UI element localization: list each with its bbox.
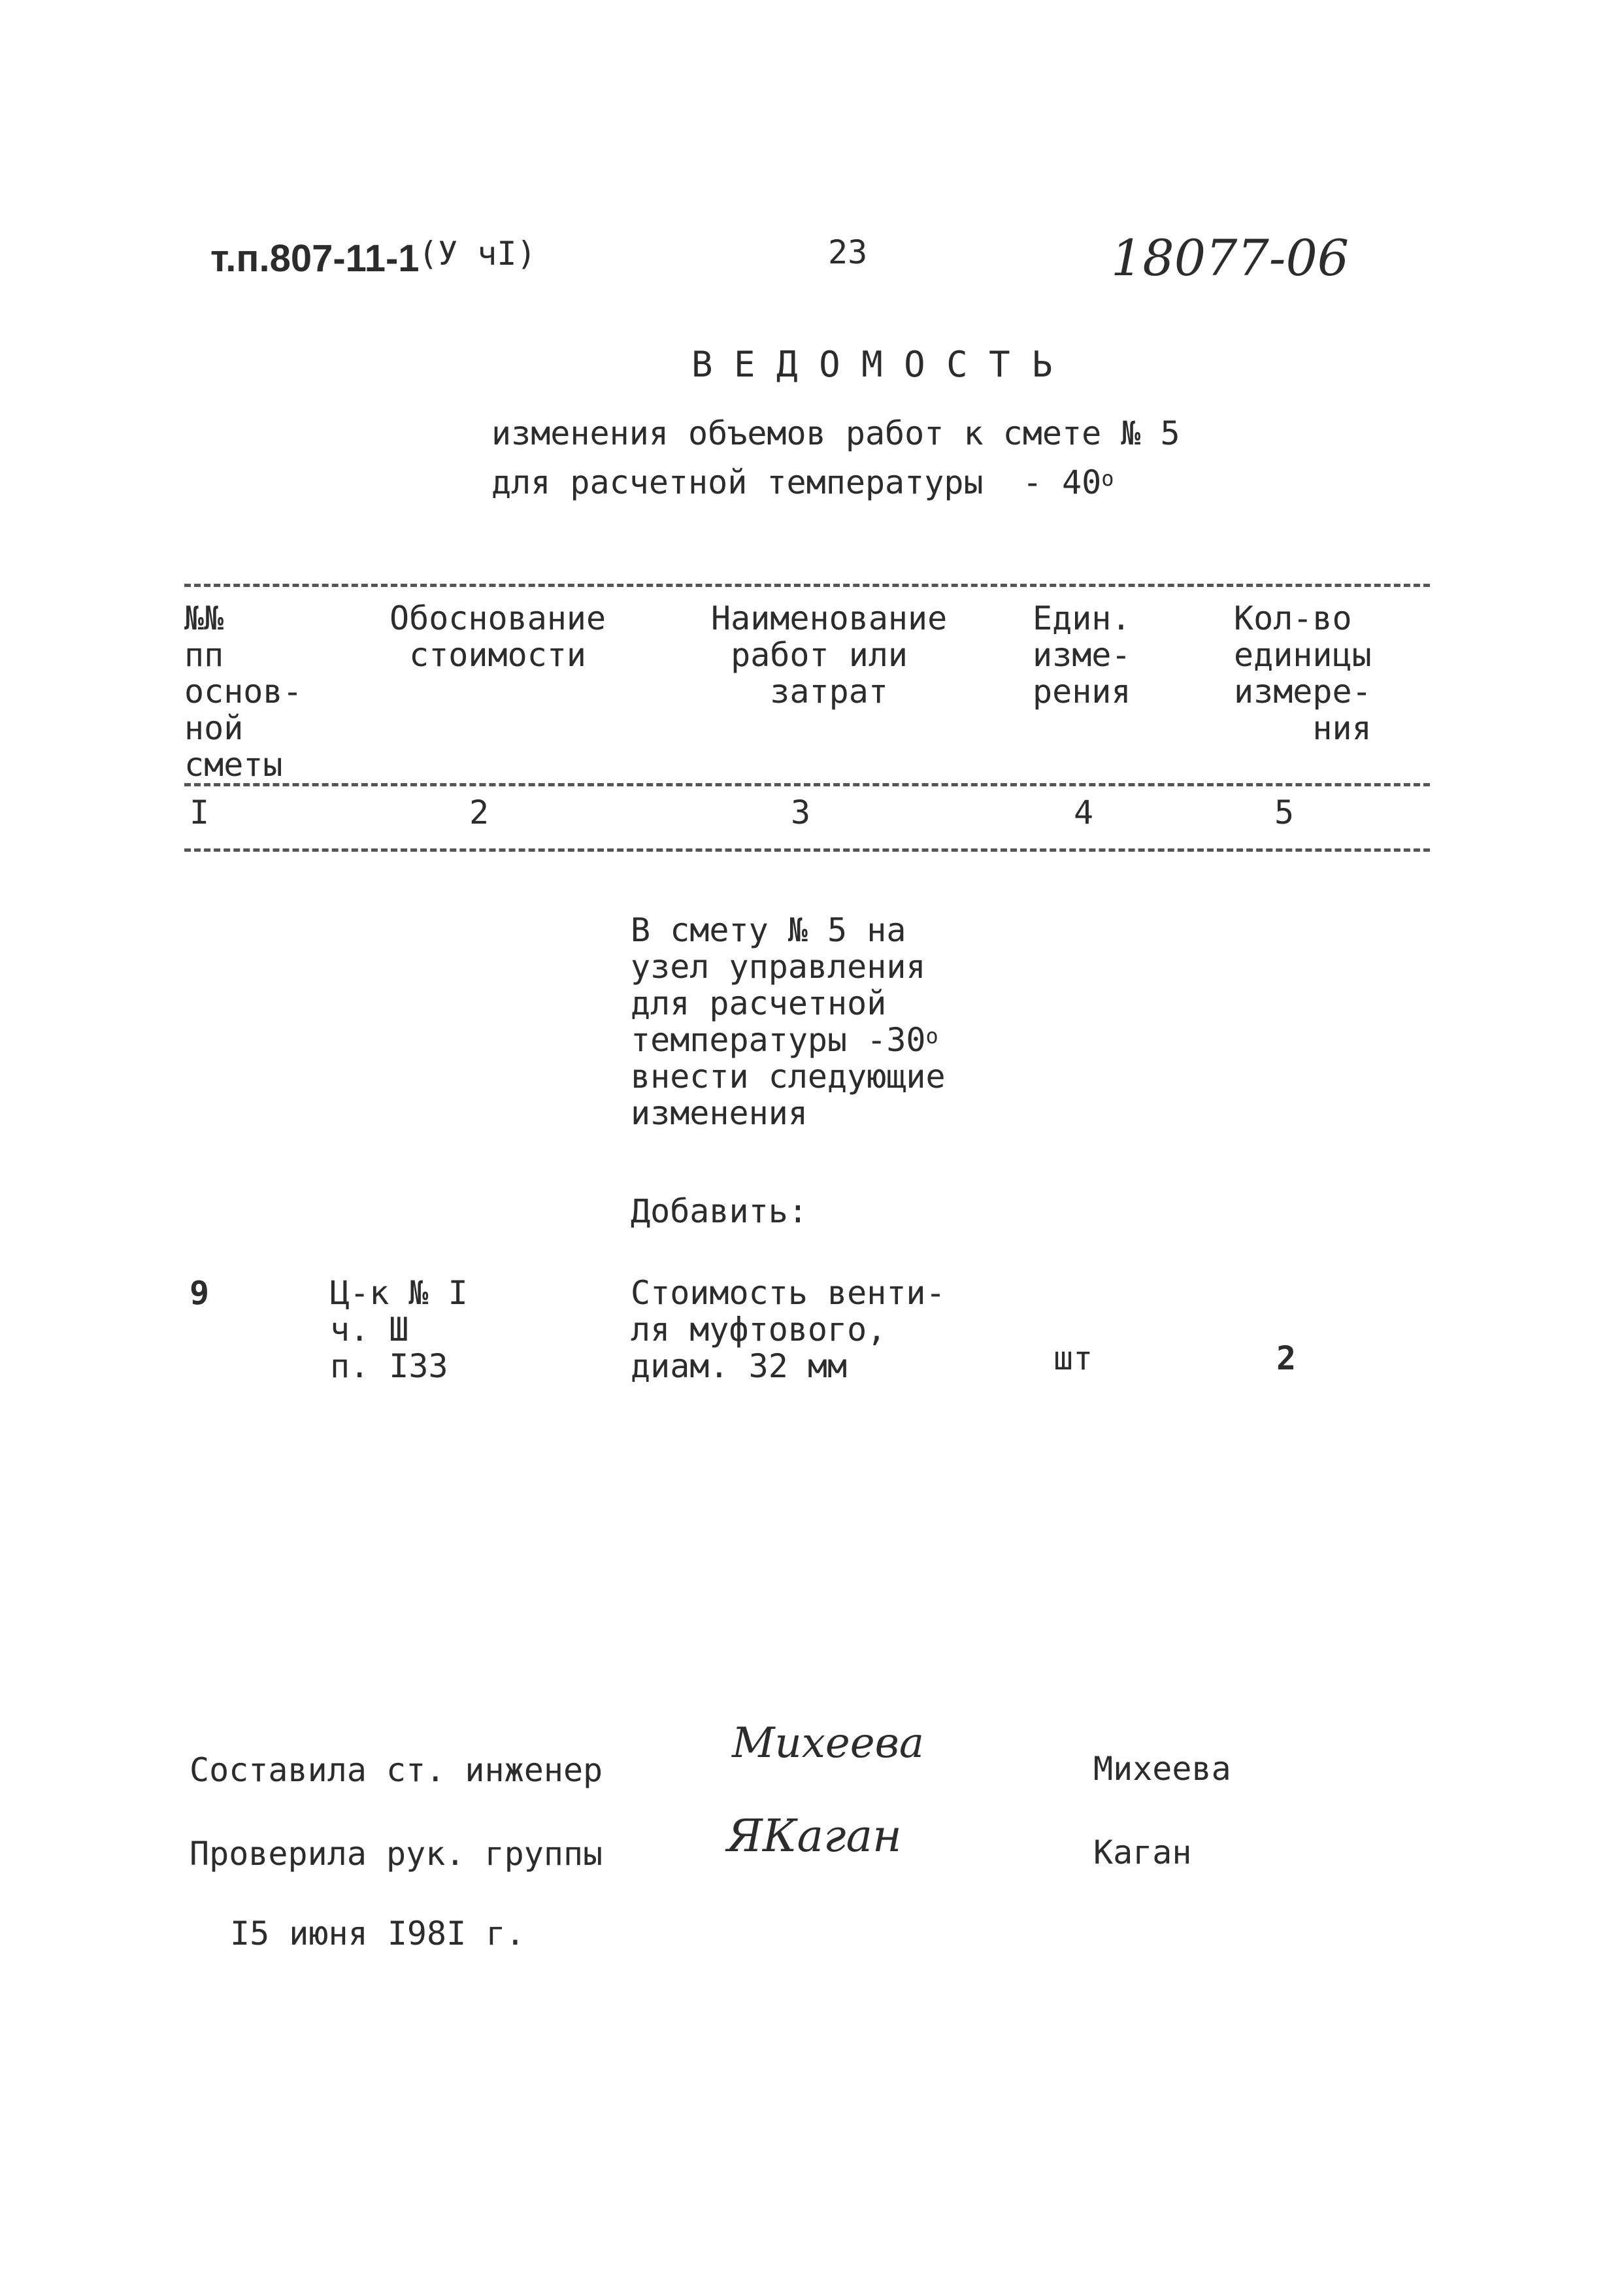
table-numbers-rule (184, 848, 1430, 852)
col-number-2: 2 (469, 794, 489, 831)
document-date: I5 июня I98I г. (230, 1915, 525, 1952)
signer-1-role: Составила ст. инженер (190, 1751, 603, 1789)
row-unit: шт (1053, 1339, 1093, 1377)
col-header-qty: Кол-во единицы измере- ния (1234, 599, 1372, 747)
signer-2-name: Каган (1093, 1834, 1192, 1871)
title-line-2 (491, 464, 1114, 501)
section-label-add: Добавить: (631, 1192, 808, 1230)
row-name: Стоимость венти- ля муфтового, диам. 32 мм (631, 1274, 946, 1385)
signer-2-signature: ЯКаган (727, 1811, 902, 1862)
col-number-1: I (190, 794, 210, 831)
signer-1-signature: Михеева (732, 1719, 924, 1767)
title-line-2-text: для расчетной температуры - 40 (491, 463, 1102, 501)
col-header-basis: Обоснование стоимости (389, 599, 606, 674)
table-top-rule (184, 584, 1430, 587)
intro-note-degree: о (925, 1024, 938, 1048)
table-header-rule (184, 783, 1430, 786)
title-line-1: изменения объемов работ к смете № 5 (491, 414, 1180, 452)
row-qty: 2 (1276, 1339, 1297, 1377)
intro-note-text-after: внести следующие изменения (631, 1058, 946, 1132)
col-header-name: Наименование работ или затрат (711, 599, 948, 711)
row-basis: Ц-к № I ч. Ш п. I33 (330, 1274, 468, 1385)
archive-number: 18077-06 (1111, 229, 1350, 287)
signer-1-name: Михеева (1093, 1750, 1231, 1788)
document-title: В Е Д О М О С Т Ь (691, 344, 1053, 385)
project-code: т.п.807-11-1 (210, 237, 420, 280)
page-number: 23 (828, 233, 868, 271)
col-number-3: 3 (791, 794, 811, 831)
col-number-5: 5 (1274, 794, 1295, 831)
title-line-2-degree: о (1101, 466, 1114, 491)
row-num: 9 (190, 1274, 210, 1312)
signer-2-role: Проверила рук. группы (190, 1835, 603, 1873)
intro-note-text: В смету № 5 на узел управления для расчетной температуры -30 (631, 911, 926, 1059)
intro-note (631, 912, 946, 1131)
col-number-4: 4 (1074, 794, 1094, 831)
col-header-num: №№ пп основ- ной сметы (184, 599, 303, 784)
project-code-suffix: (У чI) (418, 235, 537, 273)
col-header-unit: Един. изме- рения (1033, 599, 1131, 711)
